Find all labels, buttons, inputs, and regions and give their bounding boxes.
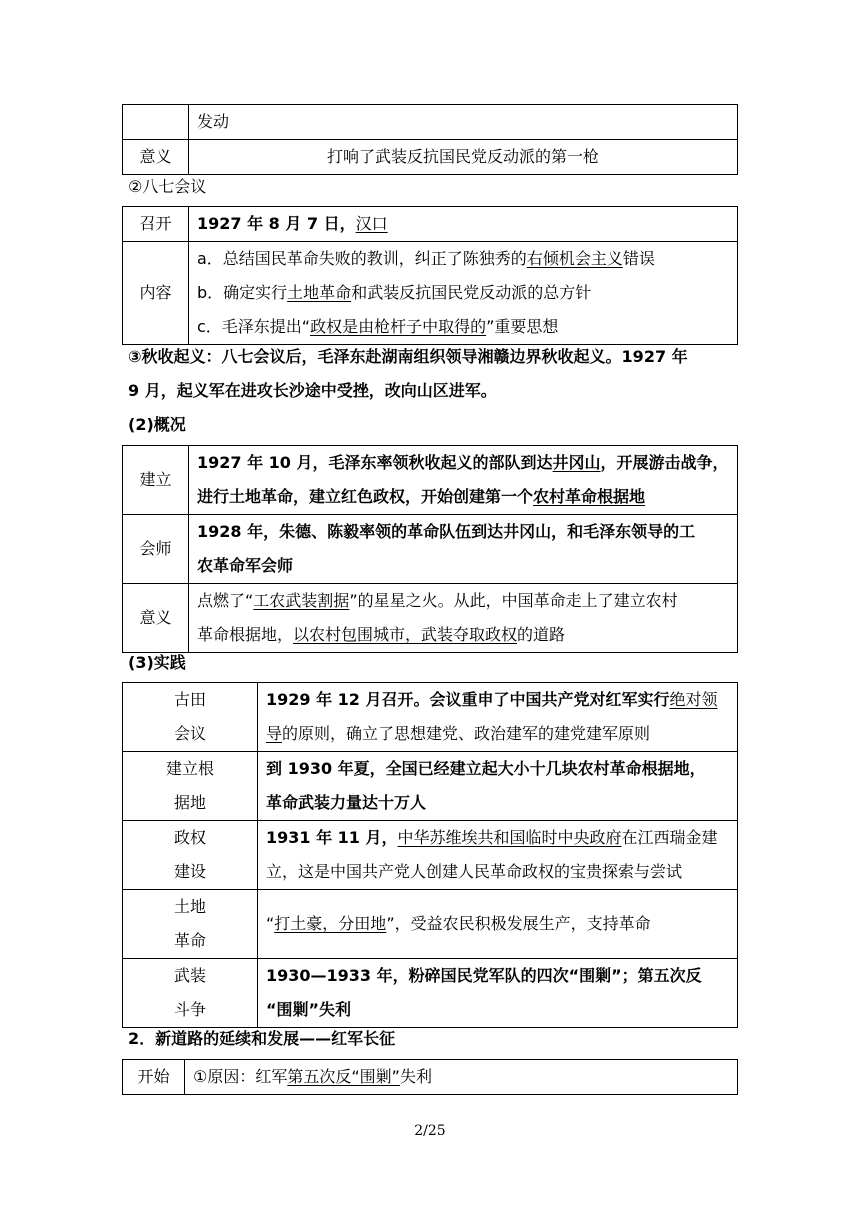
cell-text: 打响了武装反抗国民党反动派的第一枪 [189,140,738,175]
page-number: 2/25 [414,1123,446,1139]
row-label: 建立 [123,446,189,515]
table-row [123,515,738,584]
row-label: 会师 [123,515,189,584]
table-row [123,140,738,175]
underlined-term: 中华苏维埃共和国临时中央政府 [397,828,622,847]
table-row [123,446,738,515]
cell-text: 1929 年 12 月召开。会议重申了中国共产党对红军实行绝对领 导的原则，确立了思想建党、政治建军的建党建军原则 [258,683,738,752]
underlined-term: 绝对领 [669,690,718,709]
cell-text: 1928 年，朱德、陈毅率领的革命队伍到达井冈山，和毛泽东领导的工 农革命军会师 [189,515,738,584]
cell-text: 点燃了“工农武装割据”的星星之火。从此，中国革命走上了建立农村 革命根据地，以农村包围城市，武装夺取政权的道路 [189,584,738,653]
underlined-term: 农村革命根据地 [533,487,646,506]
cell-text: 1927 年 10 月，毛泽东率领秋收起义的部队到达井冈山，开展游击战争， 进行土地革命，建立红色政权，开始创建第一个农村革命根据地 [189,446,738,515]
table-row [123,1060,738,1095]
underlined-term: 打土豪，分田地 [274,914,387,933]
underlined-term: 右倾机会主义 [526,249,623,268]
row-label: 内容 [123,242,189,345]
underlined-term: 政权是由枪杆子中取得的 [310,317,487,336]
underlined-term: 导 [266,724,283,743]
underlined-term: 土地革命 [287,283,352,302]
row-label: 意义 [123,140,189,175]
table-practice [122,682,738,1028]
table-row [123,105,738,140]
cell-text: 发动 [189,105,738,140]
list-item: a．总结国民革命失败的教训，纠正了陈独秀的右倾机会主义错误 [197,249,655,268]
underlined-term: 工农武装割据 [253,591,350,610]
paragraph-line: ③秋收起义：八七会议后，毛泽东赴湖南组织领导湘赣边界秋收起义。1927 年 [128,347,688,366]
cell-text: ①原因：红军第五次反“围剿”失利 [185,1060,738,1095]
table-uprising-continued [122,104,738,175]
cell-text [189,207,738,242]
heading-practice: (3)实践 [128,653,186,672]
row-label: 召开 [123,207,189,242]
row-label: 意义 [123,584,189,653]
empty-label-cell [123,105,189,140]
heading-overview: (2)概况 [128,415,186,434]
underlined-term: 汉口 [355,214,388,233]
table-row [123,890,738,959]
row-label: 古田 会议 [123,683,258,752]
table-87-meeting [122,206,738,345]
table-row [123,207,738,242]
row-label: 政权 建设 [123,821,258,890]
row-label: 开始 [123,1060,185,1095]
autumn-uprising-paragraph [128,340,733,408]
table-row [123,752,738,821]
row-label: 建立根 据地 [123,752,258,821]
cell-text: “打土豪，分田地”，受益农民积极发展生产，支持革命 [258,890,738,959]
paragraph-line: 9 月，起义军在进攻长沙途中受挫，改向山区进军。 [128,381,497,400]
cell-text: 1931 年 11 月，中华苏维埃共和国临时中央政府在江西瑞金建 立，这是中国共产党人创建人民革命政权的宝贵探索与尝试 [258,821,738,890]
cell-text: 到 1930 年夏，全国已经建立起大小十几块农村革命根据地， 革命武装力量达十万人 [258,752,738,821]
list-item: b．确定实行土地革命和武装反抗国民党反动派的总方针 [197,283,592,302]
table-long-march [122,1059,738,1095]
cell-text: 1930—1933 年，粉碎国民党军队的四次“围剿”；第五次反 “围剿”失利 [258,959,738,1028]
underlined-term: 井冈山 [552,453,601,472]
cell-text [189,242,738,345]
row-label: 土地 革命 [123,890,258,959]
row-label: 武装 斗争 [123,959,258,1028]
table-row [123,821,738,890]
table-overview [122,445,738,653]
heading-long-march: 2．新道路的延续和发展——红军长征 [128,1029,396,1048]
date-text: 1927 年 8 月 7 日， [197,214,356,233]
list-item: c．毛泽东提出“政权是由枪杆子中取得的”重要思想 [197,317,559,336]
table-row [123,584,738,653]
heading-87-meeting: ②八七会议 [128,177,207,196]
table-row [123,959,738,1028]
underlined-term: 以农村包围城市，武装夺取政权 [293,625,518,644]
underlined-term: 第五次反“围剿” [287,1067,400,1086]
table-row [123,242,738,345]
table-row [123,683,738,752]
